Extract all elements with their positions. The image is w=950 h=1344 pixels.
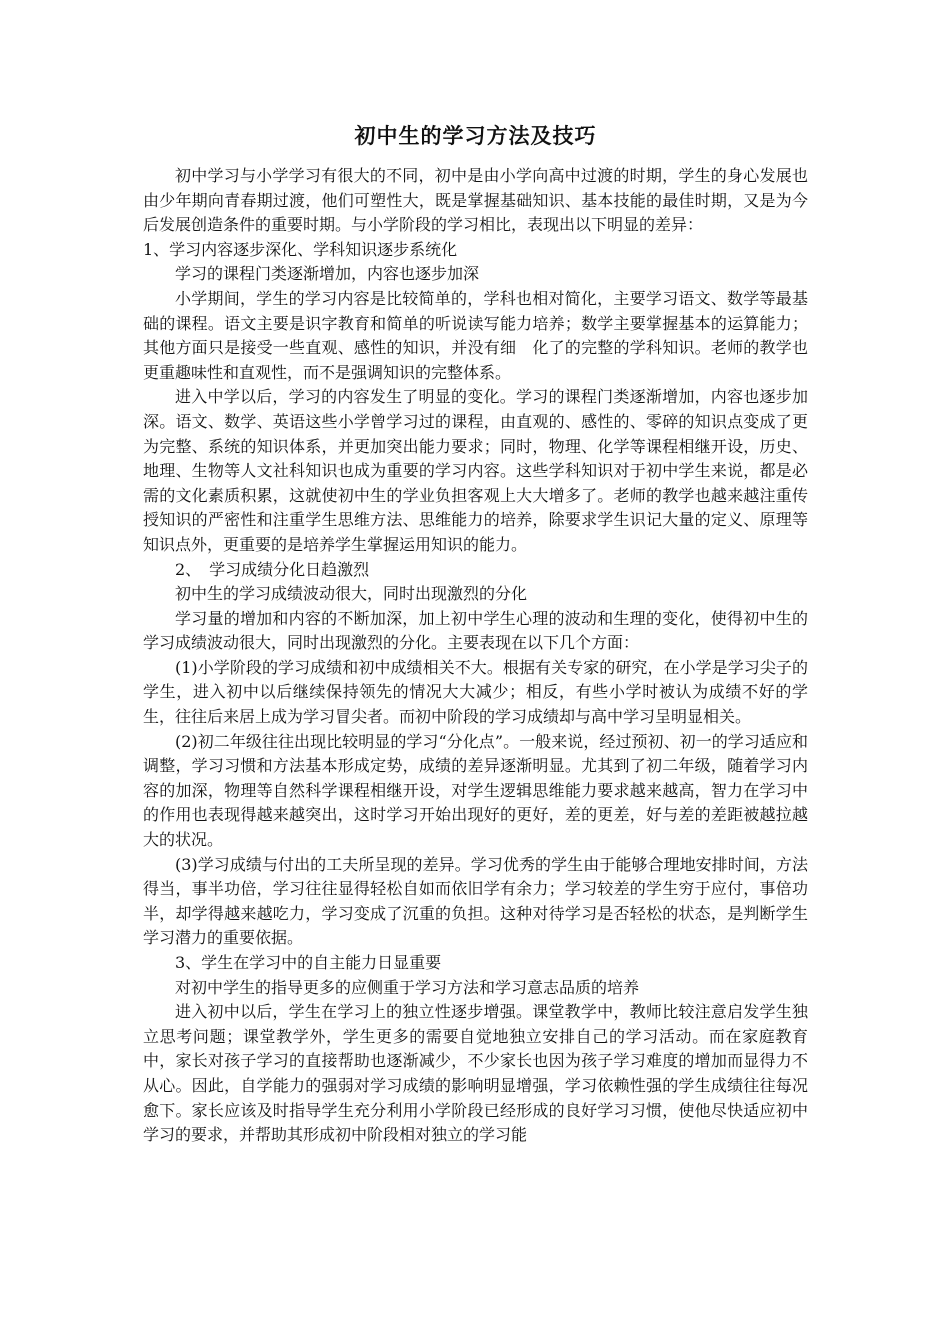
section-heading-2: 2、 学习成绩分化日趋激烈 xyxy=(175,559,370,579)
section-heading-1: 1、学习内容逐步深化、学科知识逐步系统化 xyxy=(143,239,458,259)
subheading-2: 初中生的学习成绩波动很大，同时出现激烈的分化 xyxy=(175,584,528,604)
paragraph-point-1: (1)小学阶段的学习成绩和初中成绩相关不大。根据有关专家的研究，在小学是学习尖子的学生，进入初中以后继续保持领先的情况大大减少；相反，有些小学时被认为成绩不好的学生，往往后来居上成为学习冒尖者。而初中阶段的学习成绩却与高中学习呈明显相关。 xyxy=(143,657,808,727)
paragraph-independence: 进入初中以后，学生在学习上的独立性逐步增强。课堂教学中，教师比较注意启发学生独立思考问题；课堂教学外，学生更多的需要自觉地独立安排自己的学习活动。而在家庭教育中，家长对孩子学习的直接帮助也逐渐减少，不少家长也因为孩子学习难度的增加而显得力不从心。因此，自学能力的强弱对学习成绩的影响明显增强，学习依赖性强的学生成绩往往每况愈下。家长应该及时指导学生充分利用小学阶段已经形成的良好学习习惯，使他尽快适应初中学习的要求，并帮助其形成初中阶段相对独立的学习能 xyxy=(143,1002,808,1145)
paragraph-point-3: (3)学习成绩与付出的工夫所呈现的差异。学习优秀的学生由于能够合理地安排时间，方法得当，事半功倍，学习往往显得轻松自如而依旧学有余力；学习较差的学生穷于应付，事倍功半，却学得越来越吃力，学习变成了沉重的负担。这种对待学习是否轻松的状态，是判断学生学习潜力的重要依据。 xyxy=(143,854,808,948)
subheading-3: 对初中学生的指导更多的应侧重于学习方法和学习意志品质的培养 xyxy=(175,977,640,997)
paragraph-middle-school: 进入中学以后，学习的内容发生了明显的变化。学习的课程门类逐渐增加，内容也逐步加深。语文、数学、英语这些小学曾学习过的课程，由直观的、感性的、零碎的知识点变成了更为完整、系统的知识体系，并更加突出能力要求；同时，物理、化学等课程相继开设，历史、地理、生物等人文社科知识也成为重要的学习内容。这些学科知识对于初中学生来说，都是必需的文化素质积累，这就使初中生的学业负担客观上大大增多了。老师的教学也越来越注重传授知识的严密性和注重学生思维方法、思维能力的培养，除要求学生识记大量的定义、原理等知识点外，更重要的是培养学生掌握运用知识的能力。 xyxy=(143,387,808,554)
paragraph-point-2: (2)初二年级往往出现比较明显的学习“分化点”。一般来说，经过预初、初一的学习适应和调整，学习习惯和方法基本形成定势，成绩的差异逐渐明显。尤其到了初二年级，随着学习内容的加深，物理等自然科学课程相继开设，对学生逻辑思维能力要求越来越高，智力在学习中的作用也表现得越来越突出，这时学习开始出现好的更好，差的更差，好与差的差距被越拉越大的状况。 xyxy=(143,731,808,850)
paragraph-primary-school: 小学期间，学生的学习内容是比较简单的，学科也相对简化，主要学习语文、数学等最基础的课程。语文主要是识字教育和简单的听说读写能力培养；数学主要掌握基本的运算能力；其他方面只是接受一些直观、感性的知识，并没有细 化了的完整的学科知识。老师的教学也更重趣味性和直观性，而不是强调知识的完整体系。 xyxy=(143,288,808,382)
document-page xyxy=(143,118,808,1148)
document-title: 初中生的学习方法及技巧 xyxy=(354,123,597,148)
paragraph-intro: 初中学习与小学学习有很大的不同，初中是由小学向高中过渡的时期，学生的身心发展也由少年期向青春期过渡，他们可塑性大，既是掌握基础知识、基本技能的最佳时期，又是为今后发展创造条件的重要时期。与小学阶段的学习相比，表现出以下明显的差异： xyxy=(143,166,808,235)
subheading-1: 学习的课程门类逐渐增加，内容也逐步加深 xyxy=(175,264,480,284)
section-heading-3: 3、学生在学习中的自主能力日显重要 xyxy=(175,953,442,972)
paragraph-score-fluctuation: 学习量的增加和内容的不断加深，加上初中学生心理的波动和生理的变化，使得初中生的学习成绩波动很大，同时出现激烈的分化。主要表现在以下几个方面： xyxy=(143,608,808,653)
